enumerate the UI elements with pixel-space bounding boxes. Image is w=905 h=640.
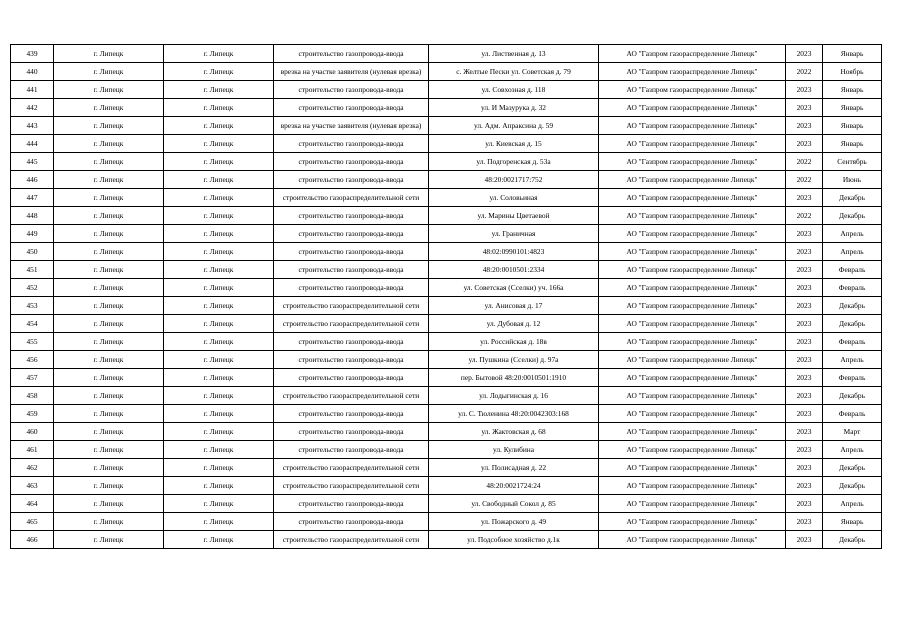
row-number-cell: 441 xyxy=(11,81,54,99)
table-row xyxy=(11,333,882,351)
organization-cell: АО "Газпром газораспределение Липецк" xyxy=(599,531,786,549)
work-type-cell: строительство газопровода-ввода xyxy=(274,45,429,63)
month-cell: Январь xyxy=(823,135,882,153)
organization-cell: АО "Газпром газораспределение Липецк" xyxy=(599,351,786,369)
organization-cell: АО "Газпром газораспределение Липецк" xyxy=(599,225,786,243)
municipality-cell: г. Липецк xyxy=(54,369,164,387)
municipality-cell: г. Липецк xyxy=(54,333,164,351)
year-cell: 2023 xyxy=(786,99,823,117)
table-row xyxy=(11,297,882,315)
table-row xyxy=(11,423,882,441)
month-cell: Апрель xyxy=(823,225,882,243)
municipality-cell: г. Липецк xyxy=(54,531,164,549)
table-row xyxy=(11,81,882,99)
municipality-cell: г. Липецк xyxy=(54,423,164,441)
row-number-cell: 446 xyxy=(11,171,54,189)
month-cell: Декабрь xyxy=(823,459,882,477)
locality-cell: г. Липецк xyxy=(164,207,274,225)
work-type-cell: строительство газораспределительной сети xyxy=(274,189,429,207)
table-row xyxy=(11,261,882,279)
row-number-cell: 464 xyxy=(11,495,54,513)
year-cell: 2023 xyxy=(786,45,823,63)
locality-cell: г. Липецк xyxy=(164,225,274,243)
gasification-table xyxy=(10,44,882,549)
month-cell: Апрель xyxy=(823,495,882,513)
locality-cell: г. Липецк xyxy=(164,315,274,333)
municipality-cell: г. Липецк xyxy=(54,225,164,243)
work-type-cell: строительство газопровода-ввода xyxy=(274,333,429,351)
month-cell: Февраль xyxy=(823,369,882,387)
organization-cell: АО "Газпром газораспределение Липецк" xyxy=(599,297,786,315)
month-cell: Январь xyxy=(823,513,882,531)
address-cell: ул. Марины Цветаевой xyxy=(429,207,599,225)
work-type-cell: строительство газопровода-ввода xyxy=(274,513,429,531)
work-type-cell: строительство газопровода-ввода xyxy=(274,351,429,369)
table-row xyxy=(11,405,882,423)
row-number-cell: 461 xyxy=(11,441,54,459)
locality-cell: г. Липецк xyxy=(164,99,274,117)
organization-cell: АО "Газпром газораспределение Липецк" xyxy=(599,207,786,225)
municipality-cell: г. Липецк xyxy=(54,441,164,459)
month-cell: Сентябрь xyxy=(823,153,882,171)
address-cell: ул. Кулибина xyxy=(429,441,599,459)
locality-cell: г. Липецк xyxy=(164,153,274,171)
locality-cell: г. Липецк xyxy=(164,495,274,513)
month-cell: Декабрь xyxy=(823,531,882,549)
table-body xyxy=(11,45,882,549)
work-type-cell: строительство газопровода-ввода xyxy=(274,495,429,513)
organization-cell: АО "Газпром газораспределение Липецк" xyxy=(599,135,786,153)
year-cell: 2023 xyxy=(786,279,823,297)
work-type-cell: строительство газопровода-ввода xyxy=(274,171,429,189)
year-cell: 2023 xyxy=(786,477,823,495)
municipality-cell: г. Липецк xyxy=(54,405,164,423)
organization-cell: АО "Газпром газораспределение Липецк" xyxy=(599,369,786,387)
table-row xyxy=(11,441,882,459)
locality-cell: г. Липецк xyxy=(164,513,274,531)
municipality-cell: г. Липецк xyxy=(54,99,164,117)
address-cell: ул. Свободный Сокол д. 85 xyxy=(429,495,599,513)
locality-cell: г. Липецк xyxy=(164,297,274,315)
work-type-cell: строительство газораспределительной сети xyxy=(274,459,429,477)
row-number-cell: 466 xyxy=(11,531,54,549)
month-cell: Февраль xyxy=(823,333,882,351)
address-cell: 48:20:0021724:24 xyxy=(429,477,599,495)
year-cell: 2023 xyxy=(786,405,823,423)
municipality-cell: г. Липецк xyxy=(54,513,164,531)
organization-cell: АО "Газпром газораспределение Липецк" xyxy=(599,423,786,441)
work-type-cell: строительство газопровода-ввода xyxy=(274,441,429,459)
year-cell: 2023 xyxy=(786,333,823,351)
row-number-cell: 457 xyxy=(11,369,54,387)
address-cell: ул. Пожарского д. 49 xyxy=(429,513,599,531)
row-number-cell: 459 xyxy=(11,405,54,423)
row-number-cell: 443 xyxy=(11,117,54,135)
organization-cell: АО "Газпром газораспределение Липецк" xyxy=(599,333,786,351)
year-cell: 2023 xyxy=(786,297,823,315)
work-type-cell: строительство газораспределительной сети xyxy=(274,531,429,549)
table-row xyxy=(11,459,882,477)
table-row xyxy=(11,117,882,135)
month-cell: Декабрь xyxy=(823,477,882,495)
address-cell: ул. Анисовая д. 17 xyxy=(429,297,599,315)
locality-cell: г. Липецк xyxy=(164,261,274,279)
row-number-cell: 463 xyxy=(11,477,54,495)
year-cell: 2023 xyxy=(786,459,823,477)
locality-cell: г. Липецк xyxy=(164,189,274,207)
locality-cell: г. Липецк xyxy=(164,531,274,549)
row-number-cell: 455 xyxy=(11,333,54,351)
municipality-cell: г. Липецк xyxy=(54,117,164,135)
month-cell: Декабрь xyxy=(823,189,882,207)
locality-cell: г. Липецк xyxy=(164,63,274,81)
year-cell: 2023 xyxy=(786,315,823,333)
year-cell: 2023 xyxy=(786,369,823,387)
row-number-cell: 447 xyxy=(11,189,54,207)
table-row xyxy=(11,495,882,513)
row-number-cell: 444 xyxy=(11,135,54,153)
row-number-cell: 465 xyxy=(11,513,54,531)
month-cell: Декабрь xyxy=(823,207,882,225)
municipality-cell: г. Липецк xyxy=(54,153,164,171)
row-number-cell: 449 xyxy=(11,225,54,243)
table-row xyxy=(11,207,882,225)
address-cell: пер. Бытовой 48:20:0010501:1910 xyxy=(429,369,599,387)
table-row xyxy=(11,99,882,117)
table-row xyxy=(11,189,882,207)
table-row xyxy=(11,135,882,153)
municipality-cell: г. Липецк xyxy=(54,189,164,207)
year-cell: 2023 xyxy=(786,531,823,549)
organization-cell: АО "Газпром газораспределение Липецк" xyxy=(599,243,786,261)
address-cell: ул. Адм. Апраксина д. 59 xyxy=(429,117,599,135)
table-row xyxy=(11,477,882,495)
municipality-cell: г. Липецк xyxy=(54,45,164,63)
row-number-cell: 448 xyxy=(11,207,54,225)
address-cell: ул. Советская (Сселки) уч. 166а xyxy=(429,279,599,297)
address-cell: ул. Граничная xyxy=(429,225,599,243)
municipality-cell: г. Липецк xyxy=(54,495,164,513)
organization-cell: АО "Газпром газораспределение Липецк" xyxy=(599,81,786,99)
month-cell: Март xyxy=(823,423,882,441)
year-cell: 2022 xyxy=(786,207,823,225)
municipality-cell: г. Липецк xyxy=(54,261,164,279)
municipality-cell: г. Липецк xyxy=(54,81,164,99)
month-cell: Июнь xyxy=(823,171,882,189)
month-cell: Январь xyxy=(823,81,882,99)
month-cell: Январь xyxy=(823,45,882,63)
table-row xyxy=(11,531,882,549)
work-type-cell: строительство газопровода-ввода xyxy=(274,405,429,423)
work-type-cell: строительство газопровода-ввода xyxy=(274,99,429,117)
municipality-cell: г. Липецк xyxy=(54,351,164,369)
locality-cell: г. Липецк xyxy=(164,171,274,189)
work-type-cell: строительство газораспределительной сети xyxy=(274,387,429,405)
municipality-cell: г. Липецк xyxy=(54,477,164,495)
year-cell: 2023 xyxy=(786,423,823,441)
row-number-cell: 453 xyxy=(11,297,54,315)
locality-cell: г. Липецк xyxy=(164,405,274,423)
organization-cell: АО "Газпром газораспределение Липецк" xyxy=(599,171,786,189)
organization-cell: АО "Газпром газораспределение Липецк" xyxy=(599,117,786,135)
locality-cell: г. Липецк xyxy=(164,135,274,153)
locality-cell: г. Липецк xyxy=(164,459,274,477)
work-type-cell: врезка на участке заявителя (нулевая врезка) xyxy=(274,63,429,81)
work-type-cell: строительство газопровода-ввода xyxy=(274,243,429,261)
organization-cell: АО "Газпром газораспределение Липецк" xyxy=(599,441,786,459)
month-cell: Январь xyxy=(823,99,882,117)
table-row xyxy=(11,45,882,63)
work-type-cell: строительство газопровода-ввода xyxy=(274,81,429,99)
organization-cell: АО "Газпром газораспределение Липецк" xyxy=(599,63,786,81)
municipality-cell: г. Липецк xyxy=(54,207,164,225)
year-cell: 2023 xyxy=(786,441,823,459)
organization-cell: АО "Газпром газораспределение Липецк" xyxy=(599,477,786,495)
address-cell: ул. Российская д. 18в xyxy=(429,333,599,351)
organization-cell: АО "Газпром газораспределение Липецк" xyxy=(599,279,786,297)
year-cell: 2023 xyxy=(786,117,823,135)
row-number-cell: 450 xyxy=(11,243,54,261)
year-cell: 2023 xyxy=(786,81,823,99)
work-type-cell: строительство газораспределительной сети xyxy=(274,477,429,495)
work-type-cell: строительство газопровода-ввода xyxy=(274,225,429,243)
year-cell: 2023 xyxy=(786,225,823,243)
work-type-cell: строительство газопровода-ввода xyxy=(274,135,429,153)
row-number-cell: 440 xyxy=(11,63,54,81)
address-cell: ул. Жактовская д. 68 xyxy=(429,423,599,441)
municipality-cell: г. Липецк xyxy=(54,135,164,153)
month-cell: Апрель xyxy=(823,351,882,369)
municipality-cell: г. Липецк xyxy=(54,459,164,477)
address-cell: 48:20:0021717:752 xyxy=(429,171,599,189)
municipality-cell: г. Липецк xyxy=(54,387,164,405)
month-cell: Январь xyxy=(823,117,882,135)
address-cell: ул. Дубовая д. 12 xyxy=(429,315,599,333)
year-cell: 2022 xyxy=(786,171,823,189)
year-cell: 2023 xyxy=(786,387,823,405)
month-cell: Февраль xyxy=(823,261,882,279)
locality-cell: г. Липецк xyxy=(164,477,274,495)
year-cell: 2022 xyxy=(786,153,823,171)
table-row xyxy=(11,279,882,297)
work-type-cell: строительство газораспределительной сети xyxy=(274,297,429,315)
row-number-cell: 442 xyxy=(11,99,54,117)
table-row xyxy=(11,387,882,405)
municipality-cell: г. Липецк xyxy=(54,297,164,315)
table-row xyxy=(11,243,882,261)
organization-cell: АО "Газпром газораспределение Липецк" xyxy=(599,513,786,531)
row-number-cell: 454 xyxy=(11,315,54,333)
table-row xyxy=(11,171,882,189)
address-cell: ул. И Мазурука д. 32 xyxy=(429,99,599,117)
row-number-cell: 445 xyxy=(11,153,54,171)
table-row xyxy=(11,63,882,81)
locality-cell: г. Липецк xyxy=(164,351,274,369)
year-cell: 2023 xyxy=(786,351,823,369)
address-cell: ул. Лиственная д. 13 xyxy=(429,45,599,63)
locality-cell: г. Липецк xyxy=(164,243,274,261)
locality-cell: г. Липецк xyxy=(164,81,274,99)
address-cell: ул. Соловьиная xyxy=(429,189,599,207)
organization-cell: АО "Газпром газораспределение Липецк" xyxy=(599,405,786,423)
work-type-cell: строительство газопровода-ввода xyxy=(274,261,429,279)
address-cell: 48:02:0990101:4823 xyxy=(429,243,599,261)
address-cell: ул. С. Тюленина 48:20:0042303:168 xyxy=(429,405,599,423)
locality-cell: г. Липецк xyxy=(164,45,274,63)
year-cell: 2023 xyxy=(786,261,823,279)
work-type-cell: строительство газопровода-ввода xyxy=(274,423,429,441)
address-cell: ул. Пушкина (Сселки) д. 97а xyxy=(429,351,599,369)
month-cell: Ноябрь xyxy=(823,63,882,81)
table-row xyxy=(11,153,882,171)
locality-cell: г. Липецк xyxy=(164,333,274,351)
row-number-cell: 456 xyxy=(11,351,54,369)
table-row xyxy=(11,351,882,369)
document-sheet xyxy=(10,44,881,549)
year-cell: 2022 xyxy=(786,63,823,81)
year-cell: 2023 xyxy=(786,135,823,153)
organization-cell: АО "Газпром газораспределение Липецк" xyxy=(599,45,786,63)
organization-cell: АО "Газпром газораспределение Липецк" xyxy=(599,459,786,477)
month-cell: Апрель xyxy=(823,441,882,459)
work-type-cell: строительство газопровода-ввода xyxy=(274,279,429,297)
locality-cell: г. Липецк xyxy=(164,279,274,297)
work-type-cell: строительство газопровода-ввода xyxy=(274,207,429,225)
month-cell: Декабрь xyxy=(823,315,882,333)
year-cell: 2023 xyxy=(786,189,823,207)
organization-cell: АО "Газпром газораспределение Липецк" xyxy=(599,153,786,171)
work-type-cell: строительство газопровода-ввода xyxy=(274,153,429,171)
month-cell: Апрель xyxy=(823,243,882,261)
locality-cell: г. Липецк xyxy=(164,117,274,135)
municipality-cell: г. Липецк xyxy=(54,243,164,261)
address-cell: ул. Полисадная д. 22 xyxy=(429,459,599,477)
organization-cell: АО "Газпром газораспределение Липецк" xyxy=(599,387,786,405)
address-cell: ул. Совхозная д. 118 xyxy=(429,81,599,99)
municipality-cell: г. Липецк xyxy=(54,171,164,189)
organization-cell: АО "Газпром газораспределение Липецк" xyxy=(599,315,786,333)
year-cell: 2023 xyxy=(786,243,823,261)
year-cell: 2023 xyxy=(786,513,823,531)
row-number-cell: 462 xyxy=(11,459,54,477)
work-type-cell: врезка на участке заявителя (нулевая врезка) xyxy=(274,117,429,135)
month-cell: Декабрь xyxy=(823,297,882,315)
locality-cell: г. Липецк xyxy=(164,387,274,405)
row-number-cell: 439 xyxy=(11,45,54,63)
municipality-cell: г. Липецк xyxy=(54,315,164,333)
address-cell: 48:20:0010501:2334 xyxy=(429,261,599,279)
locality-cell: г. Липецк xyxy=(164,423,274,441)
table-row xyxy=(11,225,882,243)
organization-cell: АО "Газпром газораспределение Липецк" xyxy=(599,99,786,117)
locality-cell: г. Липецк xyxy=(164,441,274,459)
municipality-cell: г. Липецк xyxy=(54,63,164,81)
address-cell: ул. Лодыгинская д. 16 xyxy=(429,387,599,405)
row-number-cell: 460 xyxy=(11,423,54,441)
organization-cell: АО "Газпром газораспределение Липецк" xyxy=(599,495,786,513)
address-cell: ул. Подгоренская д. 53а xyxy=(429,153,599,171)
locality-cell: г. Липецк xyxy=(164,369,274,387)
month-cell: Февраль xyxy=(823,279,882,297)
table-row xyxy=(11,513,882,531)
row-number-cell: 452 xyxy=(11,279,54,297)
table-row xyxy=(11,369,882,387)
month-cell: Декабрь xyxy=(823,387,882,405)
address-cell: с. Желтые Пески ул. Советская д. 79 xyxy=(429,63,599,81)
address-cell: ул. Киевская д. 15 xyxy=(429,135,599,153)
organization-cell: АО "Газпром газораспределение Липецк" xyxy=(599,261,786,279)
municipality-cell: г. Липецк xyxy=(54,279,164,297)
month-cell: Февраль xyxy=(823,405,882,423)
table-row xyxy=(11,315,882,333)
row-number-cell: 458 xyxy=(11,387,54,405)
year-cell: 2023 xyxy=(786,495,823,513)
row-number-cell: 451 xyxy=(11,261,54,279)
address-cell: ул. Подсобное хозяйство д.1к xyxy=(429,531,599,549)
work-type-cell: строительство газопровода-ввода xyxy=(274,369,429,387)
work-type-cell: строительство газораспределительной сети xyxy=(274,315,429,333)
organization-cell: АО "Газпром газораспределение Липецк" xyxy=(599,189,786,207)
